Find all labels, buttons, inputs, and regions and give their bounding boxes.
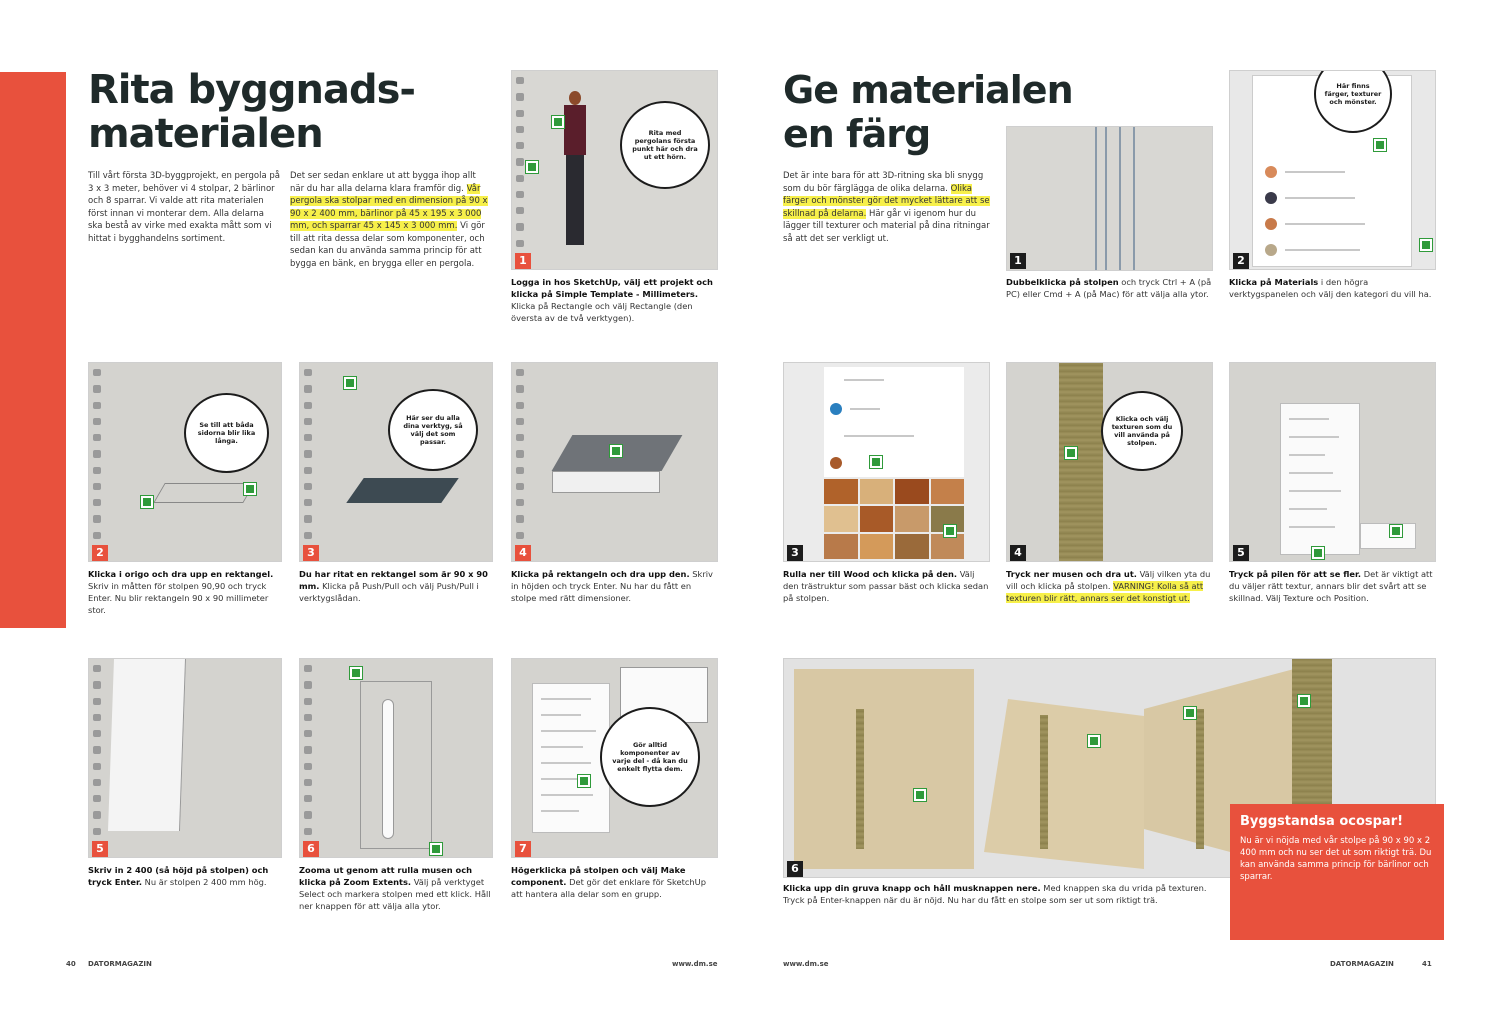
green-marker — [1374, 139, 1386, 151]
step-left-7-caption: Högerklicka på stolpen och välj Make component. Det gör det enklare för SketchUp att hantera alla delar som en grupp. — [511, 865, 707, 899]
green-marker — [1298, 695, 1310, 707]
toolbar — [516, 77, 526, 263]
green-marker — [430, 843, 442, 855]
toolbar — [304, 665, 314, 851]
material-swatch — [830, 457, 842, 469]
wood-post — [1196, 709, 1204, 849]
speech-bubble: Här finns färger, texturer och mönster. — [1314, 70, 1392, 133]
green-marker — [244, 483, 256, 495]
wood-post — [1292, 659, 1332, 809]
step-left-4-caption: Klicka på rektangeln och dra upp den. Skriv in höjden och tryck Enter. Nu har du fått en stolpe med rätt dimensioner. — [511, 569, 713, 603]
step-right-5-screenshot — [1229, 362, 1436, 562]
green-marker — [1420, 239, 1432, 251]
step-right-3-screenshot — [783, 362, 990, 562]
step-right-2-caption: Klicka på Materials i den högra verktygspanelen och välj den kategori du vill ha. — [1229, 277, 1432, 299]
info-box-text: Nu är vi nöjda med vår stolpe på 90 x 90 x 2 400 mm och nu ser det ut som riktigt trä. Du kan använda samma princip för bärlinor och sparrar. — [1240, 836, 1432, 882]
step-right-1-caption: Dubbelklicka på stolpen och tryck Ctrl + A (på PC) eller Cmd + A (på Mac) för att välja alla ytor. — [1006, 277, 1212, 299]
texture-menu — [1280, 403, 1360, 555]
right-page-title: Ge materialen en färg — [783, 68, 1073, 156]
wood-post — [1040, 715, 1048, 849]
footer-magazine-right: DATORMAGAZIN — [1330, 960, 1394, 968]
step-left-3-caption: Du har ritat en rektangel som är 90 x 90 mm. Klicka på Push/Pull och välj Push/Pull i verktygslådan. — [299, 569, 488, 603]
speech-bubble: Klicka och välj texturen som du vill använda på stolpen. — [1101, 391, 1183, 471]
step-left-3-screenshot — [299, 362, 493, 562]
page-number-left: 40 — [66, 960, 76, 968]
step-left-2-caption: Klicka i origo och dra upp en rektangel. Skriv in måtten för stolpen 90,90 och tryck Enter. Nu blir rektangeln 90 x 90 millimeter stor. — [88, 569, 274, 615]
green-marker — [944, 525, 956, 537]
speech-bubble: Gör alltid komponenter av varje del - då kan du enkelt flytta dem. — [600, 707, 700, 807]
tall-post — [108, 659, 186, 831]
step-left-2-screenshot — [88, 362, 282, 562]
material-swatch — [1265, 244, 1277, 256]
green-marker — [914, 789, 926, 801]
step-number: 4 — [515, 545, 531, 561]
step-left-1-caption: Logga in hos SketchUp, välj ett projekt och klicka på Simple Template - Millimeters. Klicka på Rectangle och välj Rectangle (den översta av de två verktygen). — [511, 277, 713, 323]
page-number-right: 41 — [1422, 960, 1432, 968]
toolbar — [93, 665, 103, 851]
step-right-1-screenshot — [1006, 126, 1213, 271]
wood-post — [856, 709, 864, 849]
warning-text: VARNING! Kolla så att texturen blir rätt, annars ser det konstigt ut. — [1006, 581, 1204, 603]
wood-post — [1059, 363, 1103, 562]
footer-url-left: www.dm.se — [672, 960, 718, 968]
material-swatch — [1265, 166, 1277, 178]
step-left-7-screenshot — [511, 658, 718, 858]
step-number: 2 — [92, 545, 108, 561]
red-accent-tab — [0, 72, 66, 628]
step-right-4-screenshot — [1006, 362, 1213, 562]
left-intro-col1: Till vårt första 3D-byggprojekt, en pergola på 3 x 3 meter, behöver vi 4 stolpar, 2 bärlinor och 8 sparrar. Vi valde att rita materialen först innan vi monterar dem. Alla delarna ska bestå av virke med exakta mått som vi hittat i bygghandelns sortiment. — [88, 171, 280, 244]
step-number: 7 — [515, 841, 531, 857]
green-marker — [344, 377, 356, 389]
speech-bubble: Rita med pergolans första punkt här och dra ut ett hörn. — [620, 101, 710, 189]
green-marker — [141, 496, 153, 508]
info-box — [1230, 804, 1444, 940]
toolbar — [516, 369, 526, 555]
step-right-2-screenshot — [1229, 70, 1436, 270]
green-marker — [526, 161, 538, 173]
step-right-5-caption: Tryck på pilen för att se fler. Det är viktigt att du väljer rätt textur, annars blir det svårt att se skillnad. Välj Texture och Position. — [1229, 569, 1433, 603]
texture-board — [794, 669, 974, 869]
step-left-5-screenshot — [88, 658, 282, 858]
step-left-6-caption: Zooma ut genom att rulla musen och klicka på Zoom Extents. Välj på verktyget Select och markera stolpen med ett klick. Håll ner knappen för att välja alla ytor. — [299, 865, 491, 911]
footer-url-right: www.dm.se — [783, 960, 829, 968]
step-number: 6 — [787, 861, 803, 877]
material-swatch — [830, 403, 842, 415]
right-intro-highlight: Olika färger och mönster gör det mycket lättare att se skillnad på delarna. — [783, 183, 990, 219]
left-page-title: Rita byggnads- materialen — [88, 67, 416, 157]
material-swatch — [1265, 218, 1277, 230]
post-edge — [1095, 127, 1107, 271]
green-marker — [1088, 735, 1100, 747]
step-right-4-caption: Tryck ner musen och dra ut. Välj vilken yta du vill och klicka på stolpen. VARNING! Kolla så att texturen blir rätt, annars ser det konstigt ut. — [1006, 569, 1211, 603]
step-left-5-caption: Skriv in 2 400 (så höjd på stolpen) och tryck Enter. Nu är stolpen 2 400 mm hög. — [88, 865, 269, 887]
step-left-6-screenshot — [299, 658, 493, 858]
context-menu — [532, 683, 610, 833]
rectangle-outline — [153, 483, 255, 503]
post-edge — [1119, 127, 1135, 271]
right-intro: Det är inte bara för att 3D-ritning ska bli snygg som du bör färglägga de olika delarna. Olika färger och mönster gör det mycket lättare att se skillnad på delarna. Här går vi igenom hur du lägger till texturer och material på dina ritningar så att det ser verkligt ut. — [783, 171, 990, 244]
selection-frame — [360, 681, 432, 849]
step-number: 2 — [1233, 253, 1249, 269]
left-intro-highlight: Vår pergola ska stolpar med en dimension på 90 x 90 x 2 400 mm, bärlinor på 45 x 195 x 3 000 mm, och sparrar 45 x 145 x 3 000 mm. — [290, 183, 488, 231]
material-list — [824, 367, 964, 477]
info-box-title: Byggstandsa ocospar! — [1240, 814, 1404, 829]
green-marker — [578, 775, 590, 787]
step-number: 1 — [515, 253, 531, 269]
thin-post — [382, 699, 394, 839]
step-right-6-caption: Klicka upp din gruva knapp och håll musknappen nere. Med knappen ska du vrida på texturen. Tryck på Enter-knappen när du är nöjd. Nu har du fått en stolpe som ser ut som riktigt trä. — [783, 883, 1207, 905]
green-marker — [1184, 707, 1196, 719]
person-figure — [560, 91, 590, 251]
material-swatch — [1265, 192, 1277, 204]
step-number: 3 — [787, 545, 803, 561]
step-number: 5 — [1233, 545, 1249, 561]
green-marker — [610, 445, 622, 457]
step-number: 6 — [303, 841, 319, 857]
toolbar — [93, 369, 103, 555]
step-left-1-screenshot — [511, 70, 718, 270]
speech-bubble: Se till att båda sidorna blir lika långa. — [184, 393, 269, 473]
wood-grid — [824, 479, 964, 559]
green-marker — [350, 667, 362, 679]
flat-rectangle — [346, 478, 459, 503]
green-marker — [870, 456, 882, 468]
speech-bubble: Här ser du alla dina verktyg, så välj det som passar. — [388, 389, 478, 471]
step-number: 1 — [1010, 253, 1026, 269]
box-front — [552, 471, 660, 493]
toolbar — [304, 369, 314, 555]
step-number: 3 — [303, 545, 319, 561]
green-marker — [1390, 525, 1402, 537]
footer-magazine-left: DATORMAGAZIN — [88, 960, 152, 968]
green-marker — [552, 116, 564, 128]
submenu — [1360, 523, 1416, 549]
green-marker — [1065, 447, 1077, 459]
green-marker — [1312, 547, 1324, 559]
step-right-3-caption: Rulla ner till Wood och klicka på den. Välj den trästruktur som passar bäst och klicka sedan på stolpen. — [783, 569, 989, 603]
left-intro-col2: Det ser sedan enklare ut att bygga ihop allt när du har alla delarna klara framför dig. Vår pergola ska stolpar med en dimension på 90 x 90 x 2 400 mm, bärlinor på 45 x 195 x 3 000 mm, och sparrar 45 x 145 x 3 000 mm. Vi gör till att rita dessa delar som komponenter, och sedan kan du använda samma princip för att bygga en bänk, en brygga eller en pergola. — [290, 171, 488, 269]
step-number: 4 — [1010, 545, 1026, 561]
step-number: 5 — [92, 841, 108, 857]
texture-board — [984, 699, 1144, 869]
step-left-4-screenshot — [511, 362, 718, 562]
